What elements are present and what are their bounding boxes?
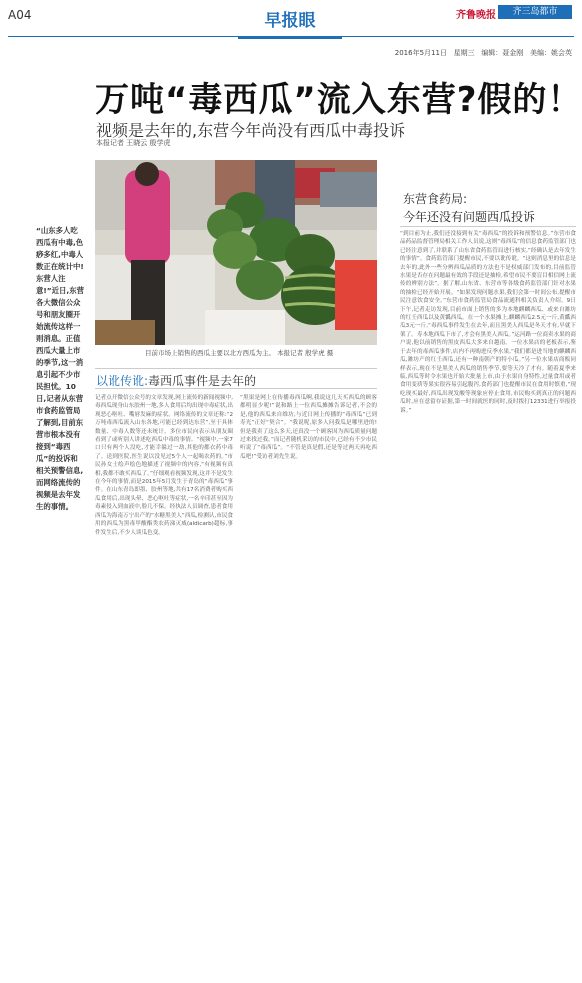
section-title: 早报眼 bbox=[264, 11, 316, 31]
headline: 万吨“毒西瓜”流入东营?假的！ bbox=[95, 80, 582, 120]
sidebar-rule bbox=[400, 226, 576, 227]
article-column-1: 记者点开微信公众号的文章发现,网上流传的新闻视频中,毒西瓜现身山东胶州一地,多人食用后均出现中毒症状,出现恶心呕吐、嘴唇发麻的症状。网络流传的文章还称:“2万吨毒西瓜流入山东各地,可能已经到达东营”,至于具体数量、中毒人数等还未统计。多位市民向表示从朋友圈看到了或听别人讲述吃西瓜中毒的事情。“视频中,一家7口只有两个人没吃,才能幸躲过一劫,其他的都衣药中毒了。送到医院,医生说以没见过5个人一起喝农药的。”市民孙女士绘声绘色地描述了视频中的内容,“有视频有真相,我都不敢买西瓜了。”仔细观看视频发现,这并不是发生在今年的事情,而是2015年5月发生于青岛的“毒西瓜”事件。在山东青岛即墨、胶州等地,共有17名消费者购买西瓜食用后,出现头晕、恶心呕吐等症状,一名辛印甚至因为毒素侵入到血液中,脸几不保。经执法人员调查,患者食用西瓜为海南万宁出产的“水糖黑美人”西瓜,检测认,市民食用的西瓜为黑毒甲酸酯类农药涕灭威(aldicarb)超标,事件发生后,不少人谈瓜色变。 bbox=[95, 395, 234, 536]
section-tab bbox=[238, 6, 342, 39]
edition-badge: 齐三岛都市 bbox=[498, 5, 572, 19]
page-number: A04 bbox=[8, 8, 32, 22]
section2-title: 毒西瓜事件是去年的 bbox=[148, 374, 257, 388]
photo-caption: 目前市场上销售的西瓜主要以北方西瓜为主。 本报记者 殷学虎 摄 bbox=[145, 349, 334, 357]
section2-bottom-rule bbox=[95, 388, 377, 389]
designer: 美编：姚会英 bbox=[530, 49, 572, 57]
section2-top-rule bbox=[95, 368, 377, 369]
dateline bbox=[395, 48, 572, 58]
sidebar-title: 今年还没有问题西瓜投诉 bbox=[403, 210, 536, 224]
photo-illustration bbox=[95, 160, 377, 345]
date: 2016年5月11日 bbox=[394, 49, 447, 57]
news-photo-watermelon-stall bbox=[95, 160, 377, 345]
paper-logo: 齐鲁晚报 bbox=[456, 10, 496, 21]
byline: 本报记者 王晓云 殷学虎 bbox=[96, 139, 171, 147]
sidebar-tag: 东营食药局: bbox=[403, 192, 468, 206]
section2-label: 以讹传讹: bbox=[96, 374, 149, 388]
article-column-2: “黑果是网上在传播毒西瓜啊,我说这几天买西瓜的顾客都明显少呢!”说和路上一位西瓜摊摊告诉记者,不会的是,他的西瓜来自维坊,与近日网上传播的“毒西瓜”已到寿光”正好“契合”。“我说呢,原多人问我瓜是哪里进的!但是我卖了这么多天,还真没一个顾客因为西瓜质量问题过来找过我。”而记者随机采访的市民中,已经有不少市民听说了“毒西瓜”。“不管是真是假,还是等过两天再吃西瓜吧!”受访者刘先生说。 bbox=[240, 395, 377, 460]
article-column-3: “到目前为止,我们还没接到有关“毒西瓜”的投诉和预警信息。”东营市食品药品监督管理局相关工作人员说,这则“毒西瓜”的信息食药监管部门也已经注意到了,并联系了山东省食药监管局进行核实,“经确认是去年发生的事情”。食药监管部门提醒市民,不要以讹传讹。“这则消息里的信息是去年的,此外一些分辨西瓜品质的方法也不是权威部门发布的,目前监管水果是否存在问题最有效的手段还是抽检,希望市民不要盲目相信网上流传的辨别方法”。据了解,山东省、东营市等各级食药监管部门针对水果的抽检已经开始开展。“如果发现问题水果,我们会第一时间公布,提醒市民注意饮食安全。”东营市食药监管局食品流通科相关负责人介绍。9日下午,记者走访发现,目前市面上销售的多为本地麒麟西瓜、或来自潍坊的红壬西瓜以及黄瓤西瓜。在一个水果摊上,麒麟西瓜2.5元一斤,黄瓤西瓜3元一斤,“毒西瓜事件发生在去年,而且黑美人西瓜是冬天才有,早就下架了。寿本地西瓜下市了,才会有黑美人西瓜。”运河路一位商卖水果的商户说,他以前销售的黑皮西瓜大多来自越南。一位水果店的老板表示,鉴于去年的毒西瓜事件,店内不再购进反季水果,“我们都是进当地的麒麟西瓜,潍坊产的红壬西瓜,还有一种南朝产的特小瓜。”另一位水果店商贩同样表示,现在不是黑美人西瓜的销售季节,要等天冷了才有。随着夏季来临,西瓜等时令水果也开始大批量上市,由于水果自身特性,过量食用或者食用变质等果实很容易引起腹泻,食药部门也提醒市民在食用时慎重,“现吃现买最好,西瓜出现发酸等现象应停止食用,市民购买到真正的问题西瓜时,应在意留存证据,第一时间就医的同时,及时拨打12331进行举报投诉。” bbox=[400, 231, 576, 414]
subheadline: 视频是去年的,东营今年尚没有西瓜中毒投诉 bbox=[96, 121, 406, 140]
editor: 编辑：聂金刚 bbox=[481, 49, 524, 57]
section-divider bbox=[8, 36, 574, 37]
lead-paragraph: “山东多人吃西瓜有中毒,色痧多红,中毒人数正在统计中!东营人注意!”近日,东营各大微信公众号和朋友圈开始流传这样一则消息。正值西瓜大量上市的季节,这一消息引起不少市民担忧。10日,记者从东营市食药监管局了解到,目前东营市根本没有接到“毒西瓜”的投诉和相关预警信息,而网络流传的视频是去年发生的事情。 bbox=[36, 226, 84, 511]
weekday: 星期三 bbox=[453, 49, 475, 57]
section2-heading bbox=[96, 372, 256, 389]
